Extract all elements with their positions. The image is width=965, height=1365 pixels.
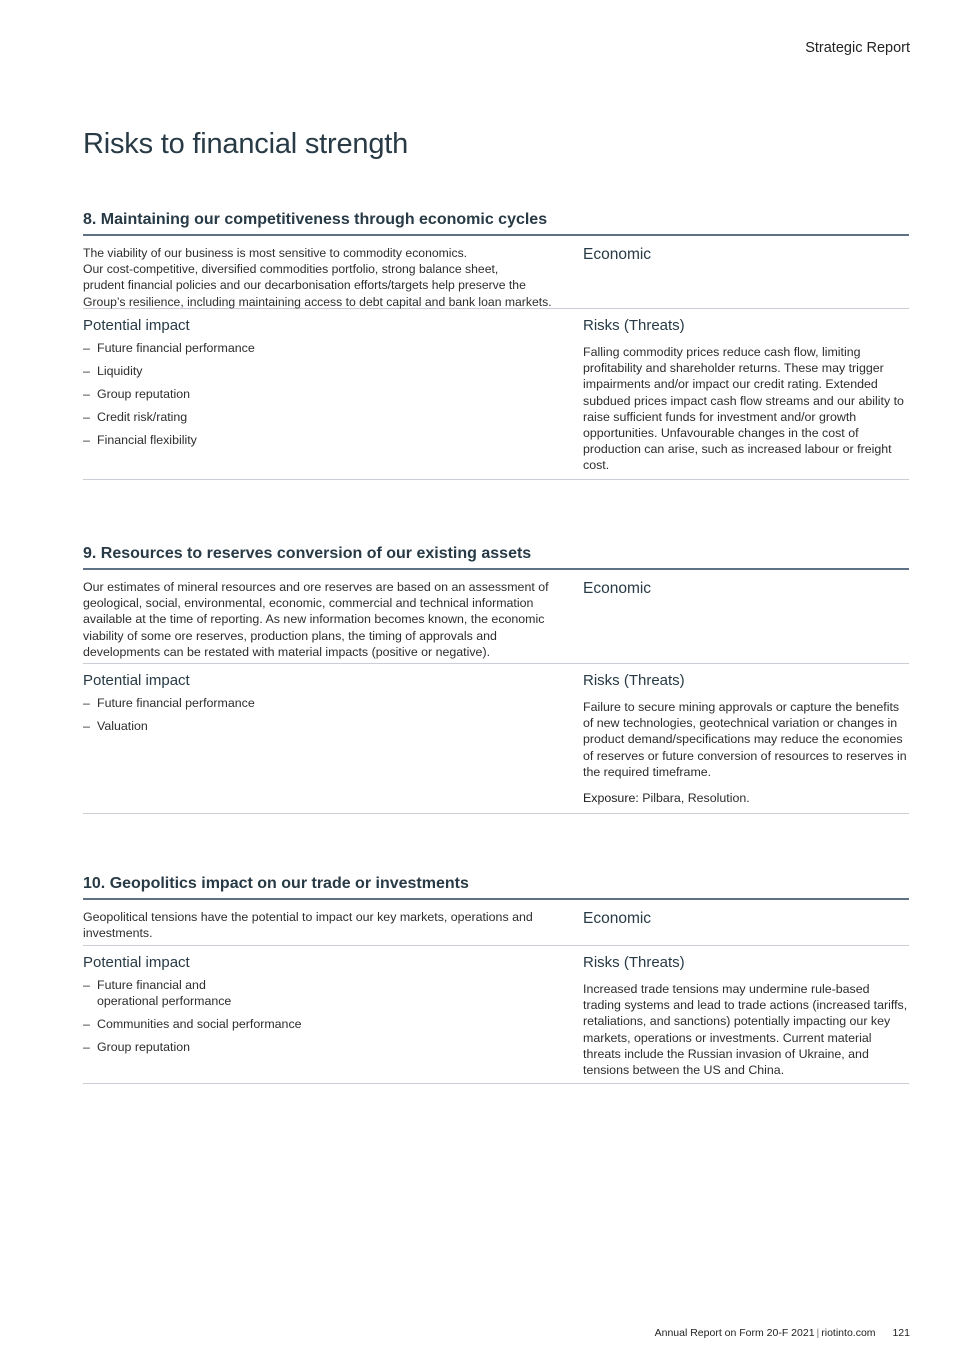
threats-heading: Risks (Threats) <box>583 672 685 689</box>
list-item: – Future financial and operational performance <box>83 977 237 1009</box>
potential-impact-block <box>83 317 583 474</box>
threats-block <box>583 954 909 1078</box>
page-number: 121 <box>892 1327 910 1339</box>
section-summary-row <box>83 236 909 309</box>
section-heading: 8. Maintaining our competitiveness through economic cycles <box>83 211 909 236</box>
description: Our estimates of mineral resources and ore reserves are based on an assessment of geological, social, environmental, economic, commercial and technical information available at the time of reporting. As new information becomes known, the economic viability of some ore reserves, production plans, the timing of approvals and developments can be restated with material impacts (positive or negative). <box>83 580 549 659</box>
description-block <box>83 909 533 939</box>
description-line: Group’s resilience, including maintaining access to debt capital and bank loan markets. <box>83 294 552 309</box>
list-item: – Credit risk/rating <box>83 409 583 425</box>
footer-website: riotinto.com <box>821 1327 876 1339</box>
risk-section-10 <box>83 875 909 1084</box>
page-title: Risks to financial strength <box>83 128 409 160</box>
description-block <box>83 579 563 657</box>
section-summary-row <box>83 900 909 946</box>
impact-list <box>83 977 583 1055</box>
exposure-line <box>583 790 909 806</box>
risk-section-9 <box>83 545 909 814</box>
list-item: – Communities and social performance <box>83 1016 583 1032</box>
threats-heading: Risks (Threats) <box>583 317 685 334</box>
section-detail-row <box>83 946 909 1084</box>
footer-separator: | <box>816 1327 820 1339</box>
risk-category: Economic <box>583 246 652 263</box>
list-item: – Liquidity <box>83 363 583 379</box>
potential-impact-heading: Potential impact <box>83 954 190 971</box>
threats-text: Falling commodity prices reduce cash flow, limiting profitability and shareholder returns. These may trigger impairments and/or impact our credit rating. Extended subdued prices impact cash flow streams and our ability to raise sufficient funds for investment and/or growth opportunities. Unfavourable changes in the cost of production can arise, such as increased labour or freight cost. <box>583 345 904 473</box>
section-heading: 10. Geopolitics impact on our trade or investments <box>83 875 909 900</box>
section-heading: 9. Resources to reserves conversion of our existing assets <box>83 545 909 570</box>
section-summary-row <box>83 570 909 664</box>
list-item: – Financial flexibility <box>83 432 583 448</box>
list-item: – Group reputation <box>83 386 583 402</box>
category-block <box>583 245 909 264</box>
page-footer <box>655 1327 910 1339</box>
description <box>83 245 583 310</box>
list-item: – Valuation <box>83 718 583 734</box>
footer-report-name: Annual Report on Form 20-F 2021 <box>654 1327 815 1339</box>
potential-impact-heading: Potential impact <box>83 672 190 689</box>
list-item: – Future financial performance <box>83 695 583 711</box>
exposure-label: Exposure: <box>583 791 639 806</box>
description-line: prudent financial policies and our decarbonisation efforts/targets help preserve the <box>83 278 526 293</box>
risk-section-8 <box>83 211 909 480</box>
category-block <box>583 909 909 928</box>
list-item: – Future financial performance <box>83 340 583 356</box>
impact-list <box>83 340 583 448</box>
threats-heading: Risks (Threats) <box>583 954 685 971</box>
description: Geopolitical tensions have the potential to impact our key markets, operations and investments. <box>83 910 533 941</box>
section-detail-row <box>83 664 909 814</box>
threats-text: Failure to secure mining approvals or capture the benefits of new technologies, geotechnical variation or changes in product demand/specifications may reduce the economies of reserves or future conversion of resources to reserves in the required timeframe. <box>583 700 907 779</box>
threats-block <box>583 672 909 806</box>
description-line: The viability of our business is most sensitive to commodity economics. <box>83 246 468 260</box>
potential-impact-block <box>83 954 583 1078</box>
threats-text: Increased trade tensions may undermine rule-based trading systems and lead to trade actions (increased tariffs, retaliations, and sanctions) potentially impacting our key markets, operations or investments. Current material threats include the Russian invasion of Ukraine, and tensions between the US and China. <box>583 982 908 1078</box>
risk-category: Economic <box>583 580 652 597</box>
potential-impact-block <box>83 672 583 808</box>
header-label: Strategic Report <box>805 40 910 56</box>
potential-impact-heading: Potential impact <box>83 317 190 334</box>
threats-block <box>583 317 909 474</box>
section-detail-row <box>83 309 909 480</box>
list-item: – Group reputation <box>83 1039 583 1055</box>
description-block <box>83 245 583 309</box>
impact-list <box>83 695 583 734</box>
category-block <box>583 579 909 598</box>
risk-category: Economic <box>583 910 652 927</box>
exposure-value: Pilbara, Resolution. <box>642 791 750 806</box>
description-line: Our cost-competitive, diversified commodities portfolio, strong balance sheet, <box>83 262 499 277</box>
